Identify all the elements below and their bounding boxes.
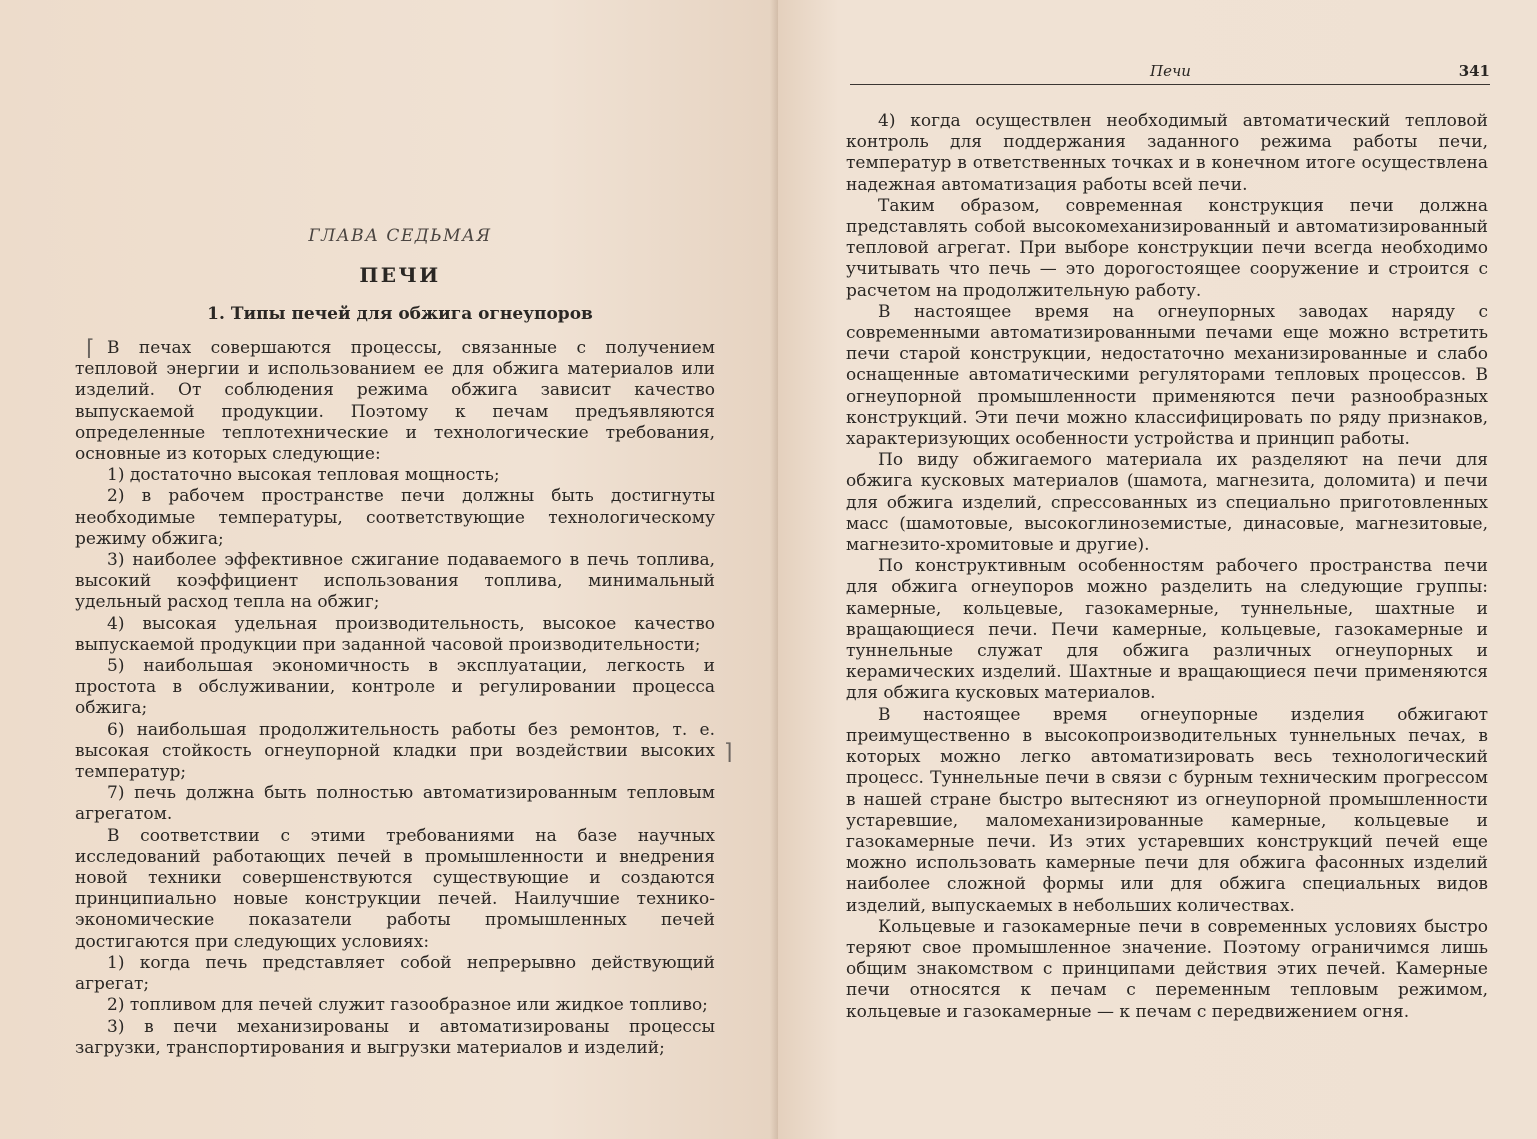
paragraph: 4) когда осуществлен необходимый автоматический тепловой контроль для поддержания заданного режима работы печи, температур в ответственных точках и в конечном итоге осуществлена надежная автоматизация работы всей печи.	[846, 111, 1488, 195]
bracket-mark: ⌉	[724, 740, 733, 765]
paragraph: По виду обжигаемого материала их разделяют на печи для обжига кусковых материалов (шамота, магнезита, доломита) и печи для обжига изделий, спрессованных из специально приготовленных масс (шамотовые, высокоглиноземистые, динасовые, магнезитовые, магнезито-хромитовые и другие).	[846, 450, 1488, 556]
running-head	[850, 60, 1490, 85]
chapter-title: ПЕЧИ	[359, 263, 441, 287]
paragraph: Таким образом, современная конструкция печи должна представлять собой высокомеханизированный и автоматизированный тепловой агрегат. При выборе конструкции печи всегда необходимо учитывать что печь — это дорогостоящее сооружение и строится с расчетом на продолжительную работу.	[846, 195, 1488, 301]
paragraph: 3) в печи механизированы и автоматизированы процессы загрузки, транспортирования и выгрузки материалов и изделий;	[75, 1016, 715, 1058]
paragraph: 1) когда печь представляет собой непрерывно действующий агрегат;	[75, 952, 715, 995]
section-title: 1. Типы печей для обжига огнеупоров	[207, 304, 593, 324]
bracket-mark: ⌈	[86, 336, 95, 361]
chapter-label: ГЛАВА СЕДЬМАЯ	[308, 226, 492, 246]
paragraph: В печах совершаются процессы, связанные с получением тепловой энергии и использованием ее для обжига материалов или изделий. От соблюдения режима обжига зависит качество выпускаемой продукции. Поэтому к печам предъявляются определенные теплотехнические и технологические требования, основные из которых следующие:	[75, 338, 715, 465]
paragraph: В соответствии с этими требованиями на базе научных исследований работающих печей в промышленности и внедрения новой техники совершенствуются существующие и создаются принципиально новые конструкции печей. Наилучшие технико-экономические показатели работы промышленных печей достигаются при следующих условиях:	[75, 825, 715, 952]
paragraph: По конструктивным особенностям рабочего пространства печи для обжига огнеупоров можно разделить на следующие группы: камерные, кольцевые, газокамерные, туннельные, шахтные и вращающиеся печи. Печи камерные, кольцевые, газокамерные и туннельные служат для обжига различных огнеупорных и керамических изделий. Шахтные и вращающиеся печи применяются для обжига кусковых материалов.	[846, 556, 1488, 704]
paragraph: 4) высокая удельная производительность, высокое качество выпускаемой продукции при заданной часовой производительности;	[75, 613, 715, 655]
paragraph: В настоящее время на огнеупорных заводах наряду с современными автоматизированными печами еще можно встретить печи старой конструкции, недостаточно механизированные и слабо оснащенные автоматическими регуляторами тепловых процессов. В огнеупорной промышленности применяются печи разнообразных конструкций. Эти печи можно классифицировать по ряду признаков, характеризующих особенности устройства и принцип работы.	[846, 301, 1488, 450]
right-text-column	[846, 111, 1488, 1023]
paragraph: 6) наибольшая продолжительность работы без ремонтов, т. е. высокая стойкость огнеупорной кладки при воздействии высоких температур;	[75, 719, 715, 783]
paragraph: 2) в рабочем пространстве печи должны быть достигнуты необходимые температуры, соответствующие технологическому режиму обжига;	[75, 486, 715, 549]
page-number: 341	[1458, 62, 1490, 80]
paragraph: 7) печь должна быть полностью автоматизированным тепловым агрегатом.	[75, 783, 715, 825]
running-head-title: Печи	[1150, 62, 1191, 80]
paragraph: В настоящее время огнеупорные изделия обжигают преимущественно в высокопроизводительных туннельных печах, в которых можно легко автоматизировать весь технологический процесс. Туннельные печи в связи с бурным техническим прогрессом в нашей стране быстро вытесняют из огнеупорной промышленности устаревшие, маломеханизированные камерные, кольцевые и газокамерные печи. Из этих устаревших конструкций печей еще можно использовать камерные печи для обжига фасонных изделий наиболее сложной формы или для обжига специальных видов изделий, выпускаемых в небольших количествах.	[846, 704, 1488, 916]
paragraph: 5) наибольшая экономичность в эксплуатации, легкость и простота в обслуживании, контроле и регулировании процесса обжига;	[75, 656, 715, 719]
paragraph: 3) наиболее эффективное сжигание подаваемого в печь топлива, высокий коэффициент использования топлива, минимальный удельный расход тепла на обжиг;	[75, 550, 715, 613]
paragraph: 2) топливом для печей служит газообразное или жидкое топливо;	[107, 995, 708, 1016]
left-text-column	[75, 338, 715, 1059]
paragraph: 1) достаточно высокая тепловая мощность;	[107, 465, 500, 486]
paragraph: Кольцевые и газокамерные печи в современных условиях быстро теряют свое промышленное значение. Поэтому ограничимся лишь общим знакомством с принципами действия этих печей. Камерные печи относятся к печам с переменным тепловым режимом, кольцевые и газокамерные — к печам с передвижением огня.	[846, 916, 1488, 1022]
